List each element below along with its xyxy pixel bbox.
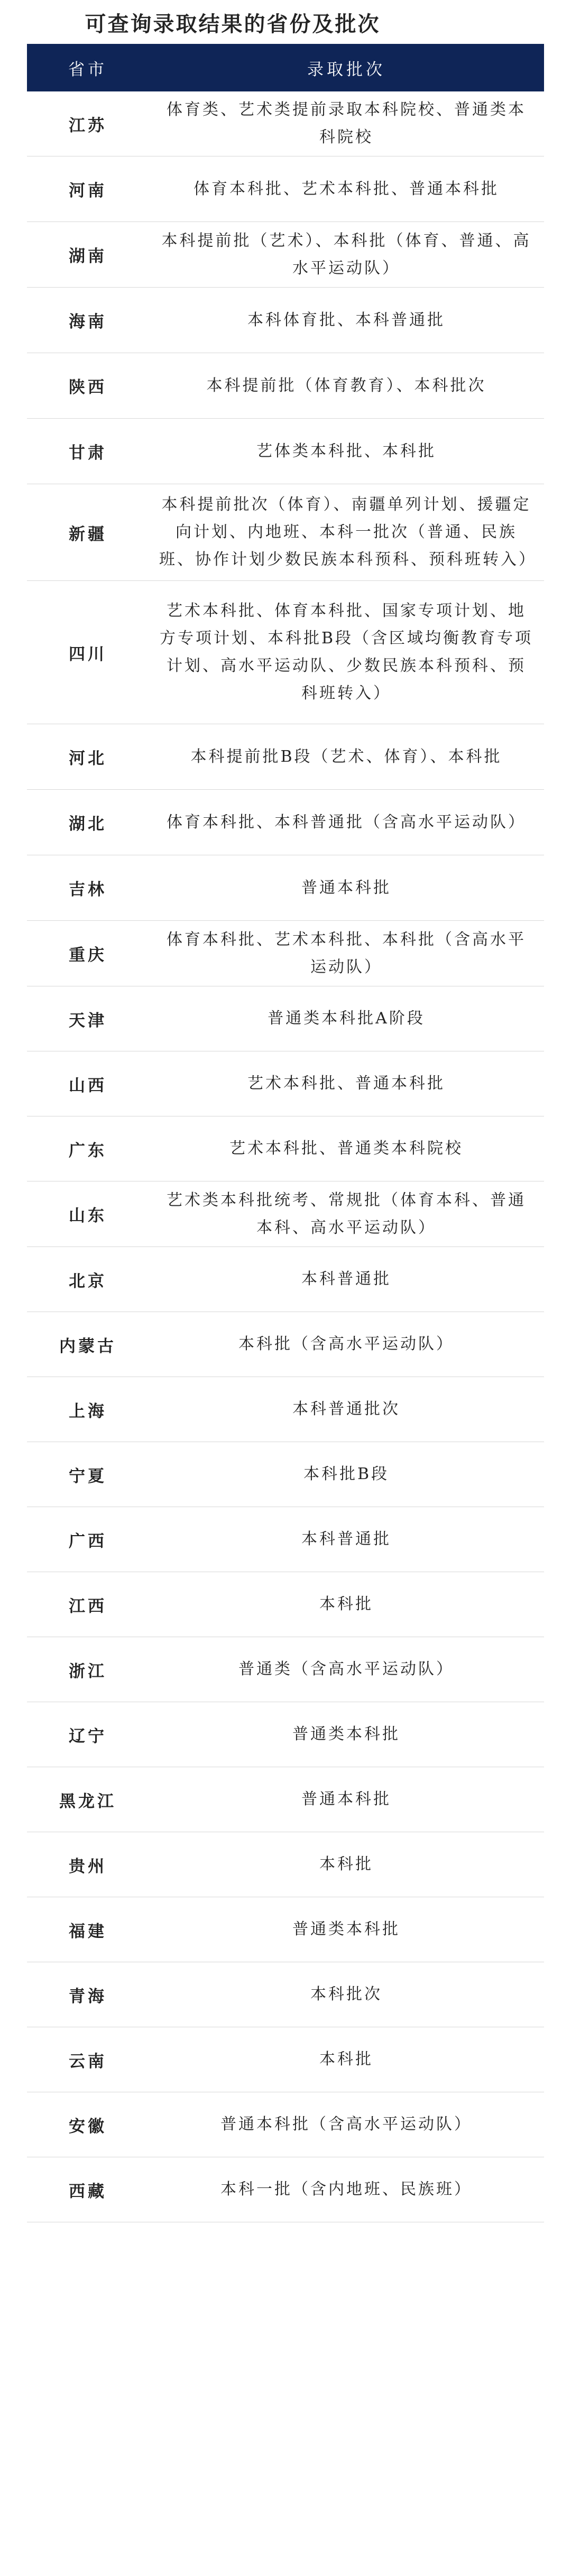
batch-cell: 本科普通批	[301, 1270, 391, 1288]
province-cell: 广西	[69, 1531, 107, 1551]
table-row	[27, 1377, 544, 1442]
table-row	[27, 222, 544, 288]
table-header	[27, 44, 544, 91]
batch-cell: 艺术本科批、普通类本科院校	[229, 1139, 463, 1158]
table-row	[27, 1181, 544, 1247]
table-row	[27, 484, 544, 581]
table-row	[27, 581, 544, 724]
province-cell: 吉林	[69, 880, 107, 899]
table-row	[27, 288, 544, 353]
batch-cell: 本科批	[319, 1855, 373, 1873]
table-row	[27, 1637, 544, 1702]
table-row	[27, 2027, 544, 2092]
province-cell: 天津	[69, 1011, 107, 1030]
batch-cell: 本科提前批（艺术）、本科批（体育、普通、高水平运动队）	[161, 231, 531, 278]
table-row	[27, 156, 544, 222]
province-cell: 新疆	[69, 524, 107, 544]
batch-cell: 本科提前批B段（艺术、体育）、本科批	[190, 747, 502, 766]
batch-cell: 体育类、艺术类提前录取本科院校、普通类本科院校	[167, 100, 526, 146]
admission-table	[27, 44, 544, 2222]
province-cell: 广东	[69, 1141, 107, 1160]
batch-cell: 普通类本科批A阶段	[268, 1009, 425, 1028]
batch-cell: 本科批（含高水平运动队）	[238, 1335, 454, 1353]
table-row	[27, 2157, 544, 2222]
province-cell: 河北	[69, 749, 107, 768]
table-row	[27, 91, 544, 156]
table-row	[27, 986, 544, 1051]
province-cell: 甘肃	[69, 444, 107, 463]
province-cell: 黑龙江	[59, 1792, 116, 1811]
batch-cell: 本科提前批次（体育）、南疆单列计划、援疆定向计划、内地班、本科一批次（普通、民族班、协作计划少数民族本科预科、预科班转入）	[159, 495, 537, 569]
table-row	[27, 1247, 544, 1312]
province-cell: 青海	[69, 1987, 107, 2006]
province-cell: 云南	[69, 2052, 107, 2071]
table-row	[27, 1116, 544, 1181]
batch-cell: 本科批	[319, 2050, 373, 2069]
table-row	[27, 1962, 544, 2027]
batch-cell: 普通本科批（含高水平运动队）	[220, 2115, 472, 2134]
batch-cell: 艺术本科批、体育本科批、国家专项计划、地方专项计划、本科批B段（含区域均衡教育专项计划、高水平运动队、少数民族本科预科、预科班转入）	[159, 602, 533, 703]
province-cell: 上海	[69, 1401, 107, 1421]
province-cell: 辽宁	[69, 1726, 107, 1746]
page-title: 可查询录取结果的省份及批次	[85, 12, 381, 36]
batch-cell: 体育本科批、艺术本科批、本科批（含高水平运动队）	[167, 930, 526, 976]
province-cell: 湖北	[69, 815, 107, 834]
batch-cell: 体育本科批、艺术本科批、普通本科批	[194, 179, 499, 198]
batch-cell: 普通本科批	[301, 1790, 391, 1808]
header-batch: 录取批次	[307, 60, 385, 79]
table-row	[27, 1572, 544, 1637]
province-cell: 重庆	[69, 946, 107, 965]
batch-cell: 普通类本科批	[292, 1920, 400, 1938]
province-cell: 四川	[69, 644, 107, 664]
batch-cell: 普通类（含高水平运动队）	[238, 1660, 454, 1678]
batch-cell: 本科普通批次	[292, 1400, 400, 1418]
batch-cell: 本科批	[319, 1595, 373, 1613]
table-row	[27, 855, 544, 921]
header-province: 省市	[68, 60, 107, 79]
table-row	[27, 1767, 544, 1832]
table-row	[27, 1832, 544, 1897]
province-cell: 河南	[69, 181, 107, 200]
batch-cell: 普通类本科批	[292, 1725, 400, 1743]
table-row	[27, 1897, 544, 1962]
table-row	[27, 1702, 544, 1767]
batch-cell: 艺术本科批、普通本科批	[247, 1074, 445, 1093]
batch-cell: 本科提前批（体育教育）、本科批次	[206, 376, 486, 395]
table-row	[27, 1312, 544, 1377]
table-row	[27, 790, 544, 855]
table-row	[27, 419, 544, 484]
province-cell: 江苏	[69, 116, 107, 135]
province-cell: 安徽	[69, 2117, 107, 2136]
table-row	[27, 921, 544, 986]
table-row	[27, 1507, 544, 1572]
batch-cell: 本科普通批	[301, 1530, 391, 1548]
province-cell: 北京	[69, 1271, 107, 1291]
table-row	[27, 1442, 544, 1507]
province-cell: 陕西	[69, 378, 107, 397]
batch-cell: 艺术类本科批统考、常规批（体育本科、普通本科、高水平运动队）	[167, 1190, 526, 1237]
province-cell: 江西	[69, 1596, 107, 1616]
province-cell: 福建	[69, 1922, 107, 1941]
province-cell: 贵州	[69, 1857, 107, 1876]
batch-cell: 本科一批（含内地班、民族班）	[220, 2180, 472, 2199]
batch-cell: 本科批次	[310, 1985, 382, 2003]
table-row	[27, 1051, 544, 1116]
province-cell: 山西	[69, 1076, 107, 1095]
table-row	[27, 2092, 544, 2157]
province-cell: 宁夏	[69, 1466, 107, 1486]
batch-cell: 本科体育批、本科普通批	[247, 310, 445, 329]
table-body	[27, 91, 544, 2222]
batch-cell: 普通本科批	[301, 878, 391, 897]
batch-cell: 本科批B段	[303, 1465, 390, 1483]
table-row	[27, 353, 544, 419]
province-cell: 湖南	[69, 247, 107, 266]
batch-cell: 体育本科批、本科普通批（含高水平运动队）	[167, 812, 526, 832]
table-row	[27, 724, 544, 790]
province-cell: 海南	[69, 312, 107, 331]
province-cell: 内蒙古	[59, 1336, 116, 1356]
province-cell: 山东	[69, 1206, 107, 1225]
batch-cell: 艺体类本科批、本科批	[256, 441, 436, 460]
province-cell: 西藏	[69, 2182, 107, 2201]
province-cell: 浙江	[69, 1661, 107, 1681]
